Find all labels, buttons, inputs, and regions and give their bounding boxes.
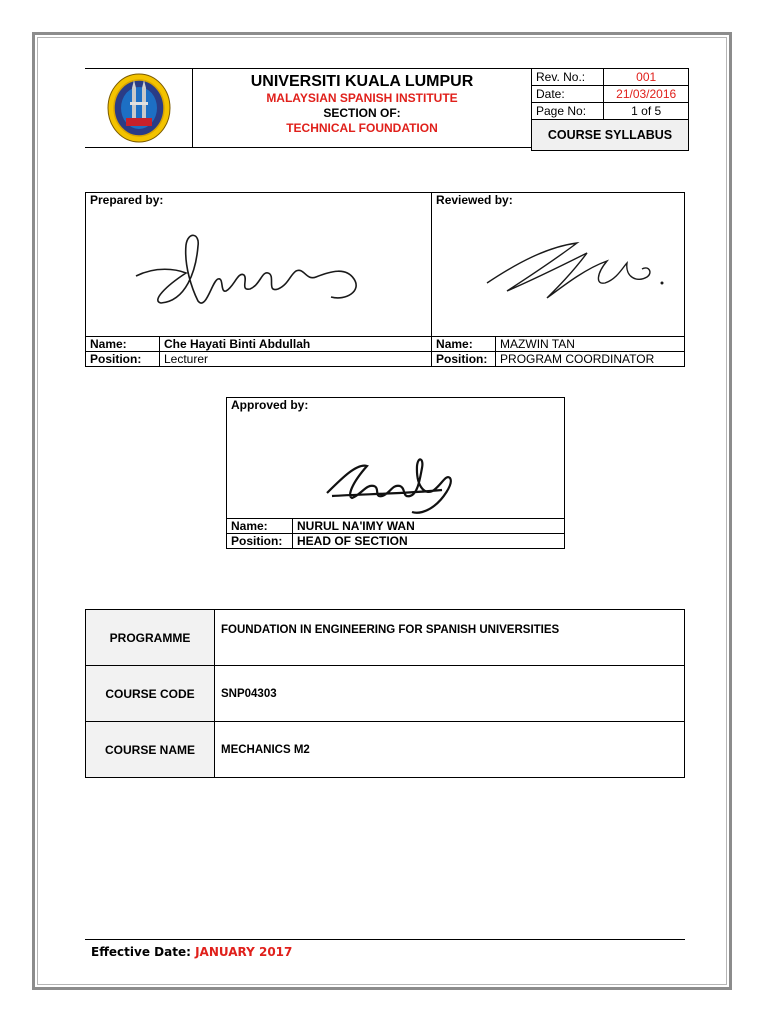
course-name-label: COURSE NAME [86,722,215,778]
footer-divider [85,939,685,940]
course-code-label: COURSE CODE [86,666,215,722]
approved-name-label: Name: [227,519,293,534]
prepared-name-label: Name: [86,337,160,352]
prepared-reviewed-table [85,192,685,367]
reviewed-name: MAZWIN TAN [496,337,685,352]
rev-label: Rev. No.: [532,69,604,86]
document-meta-table [531,68,689,151]
prepared-position: Lecturer [160,352,432,367]
section-name: TECHNICAL FOUNDATION [286,121,438,135]
approved-name: NURUL NA'IMY WAN [293,519,565,534]
reviewed-signature-cell [432,193,685,337]
page-value: 1 of 5 [604,103,689,120]
programme-value: FOUNDATION IN ENGINEERING FOR SPANISH UNIVERSITIES [215,610,685,666]
reviewed-position-label: Position: [432,352,496,367]
approved-title: Approved by: [231,398,309,412]
page-label: Page No: [532,103,604,120]
prepared-name: Che Hayati Binti Abdullah [160,337,432,352]
prepared-title: Prepared by: [90,193,164,207]
course-code-value: SNP04303 [215,666,685,722]
prepared-signature [126,231,366,321]
date-label: Date: [532,86,604,103]
effective-date [91,945,292,959]
university-logo [106,72,172,144]
approved-position: HEAD OF SECTION [293,534,565,549]
approved-table [226,397,565,549]
approved-position-label: Position: [227,534,293,549]
rev-value: 001 [604,69,689,86]
reviewed-position: PROGRAM COORDINATOR [496,352,685,367]
reviewed-name-label: Name: [432,337,496,352]
effective-date-value: JANUARY 2017 [195,945,293,959]
course-info-table [85,609,685,778]
university-name: UNIVERSITI KUALA LUMPUR [250,73,474,90]
logo-cell [85,68,193,148]
effective-date-label: Effective Date: [91,945,196,959]
course-name-value: MECHANICS M2 [215,722,685,778]
doc-type: COURSE SYLLABUS [532,120,689,151]
approved-signature-cell [227,398,565,519]
date-value: 21/03/2016 [604,86,689,103]
prepared-position-label: Position: [86,352,160,367]
reviewed-title: Reviewed by: [436,193,513,207]
institute-name: MALAYSIAN SPANISH INSTITUTE [266,91,458,105]
programme-label: PROGRAMME [86,610,215,666]
approved-signature [322,448,462,518]
reviewed-signature [477,233,677,313]
prepared-signature-cell [86,193,432,337]
section-of-label: SECTION OF: [323,106,401,120]
header-title-block [193,68,531,148]
